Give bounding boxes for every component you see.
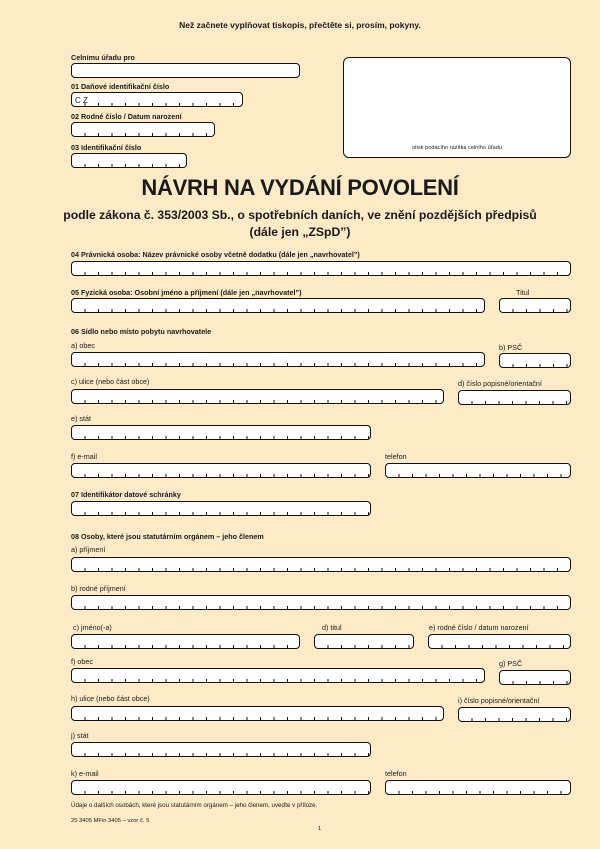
s06-city-field[interactable] <box>71 352 485 367</box>
person-title-field[interactable] <box>499 298 571 313</box>
section-08-label: 08 Osoby, které jsou statutárním orgánem – jeho členem <box>71 532 264 541</box>
section-07-label: 07 Identifikátor datové schránky <box>71 490 181 499</box>
dic-label: 01 Daňové identifikační číslo <box>71 82 170 91</box>
page-number: 1 <box>318 826 322 832</box>
s08-birth-surname-field[interactable] <box>71 595 571 610</box>
s08-city-field[interactable] <box>71 668 485 683</box>
s06-a-label: a) obec <box>71 341 95 350</box>
s06-phone-label: telefon <box>385 452 407 461</box>
s08-d-label: d) titul <box>322 623 342 632</box>
form-title: NÁVRH NA VYDÁNÍ POVOLENÍ <box>141 175 459 200</box>
s08-i-label: i) číslo popisné/orientační <box>458 696 540 705</box>
id-number-field[interactable] <box>71 153 187 168</box>
s06-d-label: d) číslo popisné/orientační <box>458 379 542 388</box>
s06-b-label: b) PSČ <box>499 343 523 352</box>
s08-street-field[interactable] <box>71 706 444 721</box>
stamp-caption: otisk podacího razítka celního úřadu <box>412 145 502 151</box>
s06-email-field[interactable] <box>71 463 371 478</box>
form-subtitle-2: (dále jen „ZSpD”) <box>249 225 351 239</box>
stamp-box <box>343 57 571 158</box>
section-05-label: 05 Fyzická osoba: Osobní jméno a příjmení (dále jen „navrhovatel”) <box>71 288 302 297</box>
s06-country-field[interactable] <box>71 425 371 440</box>
id-number-label: 03 Identifikační číslo <box>71 143 142 152</box>
person-name-field[interactable] <box>71 298 485 313</box>
s08-title-field[interactable] <box>314 634 414 649</box>
s06-c-label: c) ulice (nebo část obce) <box>71 377 150 386</box>
s08-b-label: b) rodné příjmení <box>71 584 126 593</box>
form-subtitle-1: podle zákona č. 353/2003 Sb., o spotřebních daních, ve znění pozdějších předpisů <box>63 208 537 222</box>
s08-g-label: g) PSČ <box>499 659 523 668</box>
s08-h-label: h) ulice (nebo část obce) <box>71 694 150 703</box>
s08-e-label: e) rodné číslo / datum narození <box>429 623 529 632</box>
instruction-note: Než začnete vyplňovat tiskopis, přečtěte si, prosím, pokyny. <box>179 20 421 30</box>
dic-prefix: C Z <box>75 96 88 105</box>
s08-first-name-field[interactable] <box>71 634 300 649</box>
s08-house-number-field[interactable] <box>458 707 571 722</box>
birth-number-field[interactable] <box>71 122 215 137</box>
s08-phone-label: telefon <box>385 769 407 778</box>
s06-phone-field[interactable] <box>385 463 571 478</box>
data-box-id-field[interactable] <box>71 501 371 516</box>
s08-email-field[interactable] <box>71 780 371 795</box>
s08-country-field[interactable] <box>71 742 371 757</box>
s06-e-label: e) stát <box>71 414 91 423</box>
s08-k-label: k) e-mail <box>71 769 99 778</box>
s08-zip-field[interactable] <box>499 670 571 685</box>
s08-surname-field[interactable] <box>71 557 571 572</box>
s08-birth-number-field[interactable] <box>428 634 571 649</box>
s06-house-number-field[interactable] <box>458 390 571 405</box>
s06-street-field[interactable] <box>71 389 444 404</box>
dic-field[interactable] <box>71 92 243 107</box>
s06-f-label: f) e-mail <box>71 452 97 461</box>
s08-f-label: f) obec <box>71 657 93 666</box>
s08-c-label: c) jméno(-a) <box>73 623 112 632</box>
office-label: Celnímu úřadu pro <box>71 53 135 62</box>
birth-number-label: 02 Rodné číslo / Datum narození <box>71 112 182 121</box>
s08-j-label: j) stát <box>71 731 89 740</box>
section-04-label: 04 Právnická osoba: Název právnické osoby včetně dodatku (dále jen „navrhovatel”) <box>71 250 360 259</box>
s06-zip-field[interactable] <box>499 353 571 368</box>
office-field[interactable] <box>71 63 300 78</box>
form-code: 25 3405 MFin 3405 – vzor č. 5 <box>71 818 150 824</box>
title-label: Titul <box>516 288 530 297</box>
section-06-label: 06 Sídlo nebo místo pobytu navrhovatele <box>71 327 212 336</box>
s08-a-label: a) příjmení <box>71 545 106 554</box>
footer-note: Údaje o dalších osobách, které jsou statutárním orgánem – jeho členem, uveďte v příloze. <box>71 802 318 809</box>
s08-phone-field[interactable] <box>385 780 571 795</box>
company-name-field[interactable] <box>71 261 571 276</box>
